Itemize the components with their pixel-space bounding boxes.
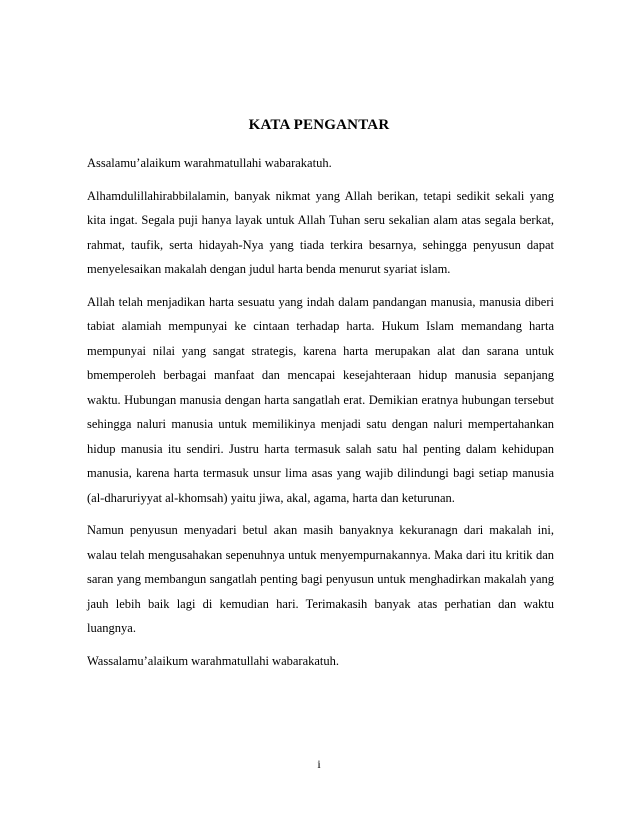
greeting-paragraph: Assalamu’alaikum warahmatullahi wabarakatuh. bbox=[87, 156, 332, 170]
paragraph-acknowledgement: Namun penyusun menyadari betul akan masih banyaknya kekuranagn dari makalah ini, walau telah mengusahakan sepenuhnya untuk menyempurnakannya. Maka dari itu kritik dan saran yang membangun sangatlah penting bagi penyusun untuk menghadirkan makalah yang jauh lebih baik lagi di kemudian hari. Terimakasih banyak atas perhatian dan waktu luangnya. bbox=[87, 523, 554, 635]
paragraph-harta: Allah telah menjadikan harta sesuatu yang indah dalam pandangan manusia, manusia diberi tabiat alamiah mempunyai ke cintaan terhadap harta. Hukum Islam memandang harta mempunyai nilai yang sangat strategis, karena harta merupakan alat dan sarana untuk bmemperoleh berbagai manfaat dan mencapai kesejahteraan hidup manusia sepanjang waktu. Hubungan manusia dengan harta sangatlah erat. Demikian eratnya hubungan tersebut sehingga naluri manusia untuk memilikinya menjadi satu dengan naluri mempertahankan hidup manusia itu sendiri. Justru harta termasuk salah satu hal penting dalam kehidupan manusia, karena harta termasuk unsur lima asas yang wajib dilindungi bagi setiap manusia (al-dharuriyyat al-khomsah) yaitu jiwa, akal, agama, harta dan keturunan. bbox=[87, 294, 554, 505]
document-body bbox=[87, 151, 554, 681]
page-title: KATA PENGANTAR bbox=[248, 117, 390, 133]
paragraph-opening: Alhamdulillahirabbilalamin, banyak nikmat yang Allah berikan, tetapi sedikit sekali yang kita ingat. Segala puji hanya layak untuk Allah Tuhan seru sekalian alam atas segala berkat, rahmat, taufik, serta hidayah-Nya yang tiada terkira besarnya, sehingga penyusun dapat menyelesaikan makalah dengan judul harta benda menurut syariat islam. bbox=[87, 188, 554, 276]
closing-paragraph: Wassalamu’alaikum warahmatullahi wabarakatuh. bbox=[87, 653, 340, 668]
page-number: i bbox=[317, 757, 321, 771]
